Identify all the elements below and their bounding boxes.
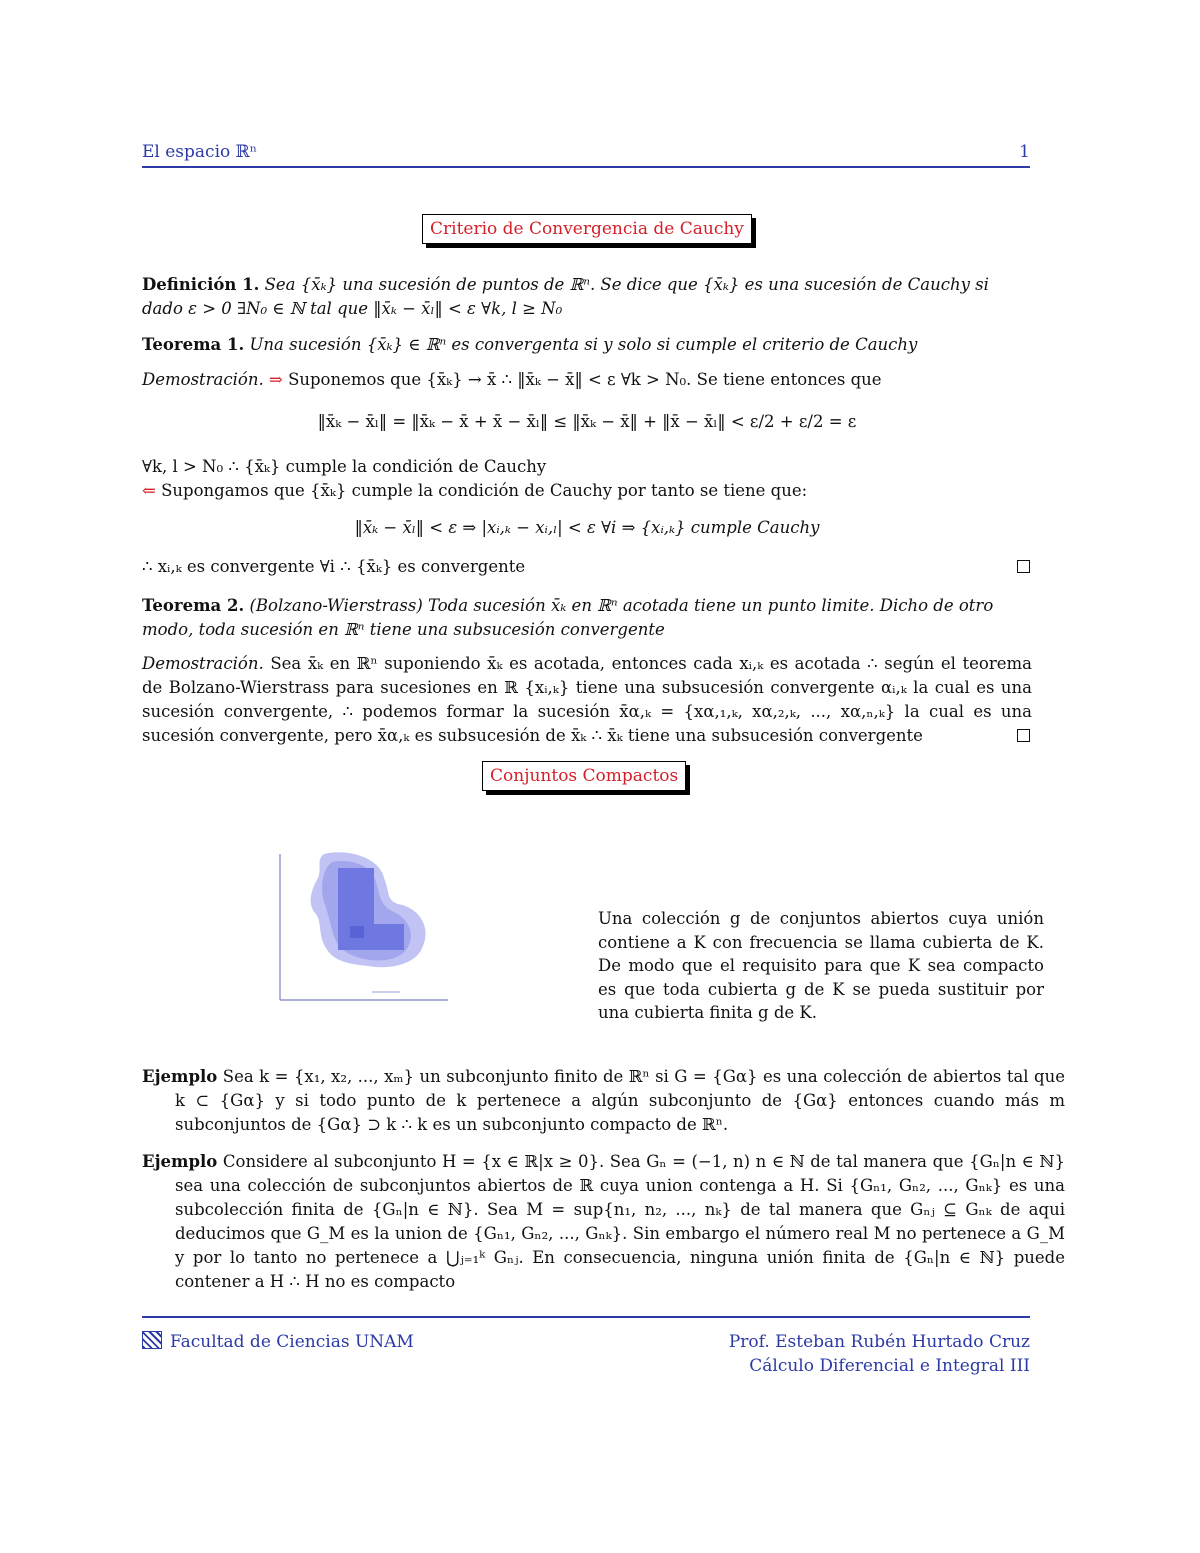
footer-right xyxy=(729,1330,1030,1378)
example-2-text: Considere al subconjunto H = {x ∈ ℝ|x ≥ 0}. Sea Gₙ = (−1, n) n ∈ ℕ de tal manera que {Gₙ|n ∈ ℕ} sea una colección de subconjuntos abiertos de ℝ cuya union contenga a H. Si {Gₙ₁, Gₙ₂, ..., Gₙₖ} es una subcolección finita de {Gₙ|n ∈ ℕ}. Sea M = sup{n₁, n₂, ..., nₖ} de tal manera que Gₙⱼ ⊆ Gₙₖ de aqui deducimos que G_M es la union de {Gₙ₁, Gₙ₂, ..., Gₙₖ}. Sin embargo el número real M no pertenece a G_M y por lo tanto no pertenece a ⋃ⱼ₌₁ᵏ Gₙⱼ. En consecuencia, ninguna unión finita de {Gₙ|n ∈ ℕ} puede contener a H ∴ H no es compacto xyxy=(175,1152,1065,1291)
proof-1-equation-1: ‖x̄ₖ − x̄ₗ‖ = ‖x̄ₖ − x̄ + x̄ − x̄ₗ‖ ≤ ‖x̄ₖ − x̄‖ + ‖x̄ − x̄ₗ‖ < ε/2 + ε/2 = ε xyxy=(317,412,857,431)
proof-1-line-1 xyxy=(142,368,1032,392)
proof-1-line-3 xyxy=(142,479,1032,503)
proof-1-text-1: Suponemos que {x̄ₖ} → x̄ ∴ ‖x̄ₖ − x̄‖ < ε ∀k > N₀. Se tiene entonces que xyxy=(288,370,882,389)
figure-caption: Una colección g de conjuntos abiertos cuya unión contiene a K con frecuencia se llama cubierta de K. De modo que el requisito para que K sea compacto es que toda cubierta g de K se pueda sustituir por una cubierta finita g de K. xyxy=(598,909,1044,1022)
page-number: 1 xyxy=(1019,142,1030,162)
definition-text: Sea {x̄ₖ} una sucesión de puntos de ℝⁿ. Se dice que {x̄ₖ} es una sucesión de Cauchy si dado ε > 0 ∃N₀ ∈ ℕ tal que ‖x̄ₖ − x̄ₗ‖ < ε ∀k, l ≥ N₀ xyxy=(142,275,989,318)
proof-2-text: Sea x̄ₖ en ℝⁿ suponiendo x̄ₖ es acotada, entonces cada xᵢ,ₖ es acotada ∴ según el teorema de Bolzano-Wierstrass para sucesiones en ℝ {xᵢ,ₖ} tiene una subsucesión convergente αᵢ,ₖ la cual es una sucesión convergente, ∴ podemos formar la sucesión x̄α,ₖ = {xα,₁,ₖ, xα,₂,ₖ, ..., xα,ₙ,ₖ} la cual es una sucesión convergente, pero x̄α,ₖ es subsucesión de x̄ₖ ∴ x̄ₖ tiene una subsucesión convergente xyxy=(142,654,1032,745)
proof-1-text-3: Supongamos que {x̄ₖ} cumple la condición de Cauchy por tanto se tiene que: xyxy=(161,481,808,500)
definition-1 xyxy=(142,273,1032,321)
example-1 xyxy=(142,1065,1065,1137)
backward-arrow-icon: ⇐ xyxy=(142,481,156,500)
unam-logo-icon xyxy=(142,1331,162,1349)
theorem-2-text: (Bolzano-Wierstrass) Toda sucesión x̄ₖ en ℝⁿ acotada tiene un punto limite. Dicho de otro modo, toda sucesión en ℝⁿ tiene una subsucesión convergente xyxy=(142,596,994,639)
cover-figure-image xyxy=(272,848,452,1008)
example-2-label: Ejemplo xyxy=(142,1152,218,1171)
proof-1-line-2: ∀k, l > N₀ ∴ {x̄ₖ} cumple la condición de Cauchy xyxy=(142,457,547,476)
proof-2-label: Demostración. xyxy=(142,654,264,673)
proof-2 xyxy=(142,652,1032,748)
example-1-text: Sea k = {x₁, x₂, ..., xₘ} un subconjunto finito de ℝⁿ si G = {Gα} es una colección de abiertos tal que k ⊂ {Gα} y si todo punto de k pertenece a algún subconjunto de {Gα} entonces cuando más m subconjuntos de {Gα} ⊃ k ∴ k es un subconjunto compacto de ℝⁿ. xyxy=(175,1067,1065,1134)
qed-square-icon xyxy=(1017,560,1030,573)
footer-left xyxy=(142,1330,414,1354)
theorem-1 xyxy=(142,333,1032,357)
section-title-cauchy: Criterio de Convergencia de Cauchy xyxy=(422,214,752,244)
theorem-1-label: Teorema 1. xyxy=(142,335,245,354)
proof-1-equation-2: ‖x̄ₖ − x̄ₗ‖ < ε ⇒ |xᵢ,ₖ − xᵢ,ₗ| < ε ∀i ⇒ {xᵢ,ₖ} cumple Cauchy xyxy=(354,518,820,537)
theorem-2 xyxy=(142,594,1032,642)
section-title-compact: Conjuntos Compactos xyxy=(482,761,686,791)
qed-square-icon xyxy=(1017,729,1030,742)
proof-1-label: Demostración. xyxy=(142,370,264,389)
theorem-2-label: Teorema 2. xyxy=(142,596,245,615)
header-title: El espacio ℝⁿ xyxy=(142,142,258,162)
footer-author: Prof. Esteban Rubén Hurtado Cruz xyxy=(728,1332,1030,1352)
example-2 xyxy=(142,1150,1065,1294)
footer-divider xyxy=(142,1316,1030,1318)
footer-course: Cálculo Diferencial e Integral III xyxy=(749,1356,1030,1376)
example-1-label: Ejemplo xyxy=(142,1067,218,1086)
definition-label: Definición 1. xyxy=(142,275,260,294)
footer-faculty: Facultad de Ciencias UNAM xyxy=(170,1332,414,1352)
theorem-1-text: Una sucesión {x̄ₖ} ∈ ℝⁿ es convergenta si y solo si cumple el criterio de Cauchy xyxy=(249,335,918,354)
cover-figure xyxy=(272,848,452,1008)
forward-arrow-icon: ⇒ xyxy=(268,370,283,389)
proof-1-text-4: ∴ xᵢ,ₖ es convergente ∀i ∴ {x̄ₖ} es convergente xyxy=(142,557,526,576)
proof-1-line-4 xyxy=(142,555,1032,579)
page-header xyxy=(142,140,1030,168)
